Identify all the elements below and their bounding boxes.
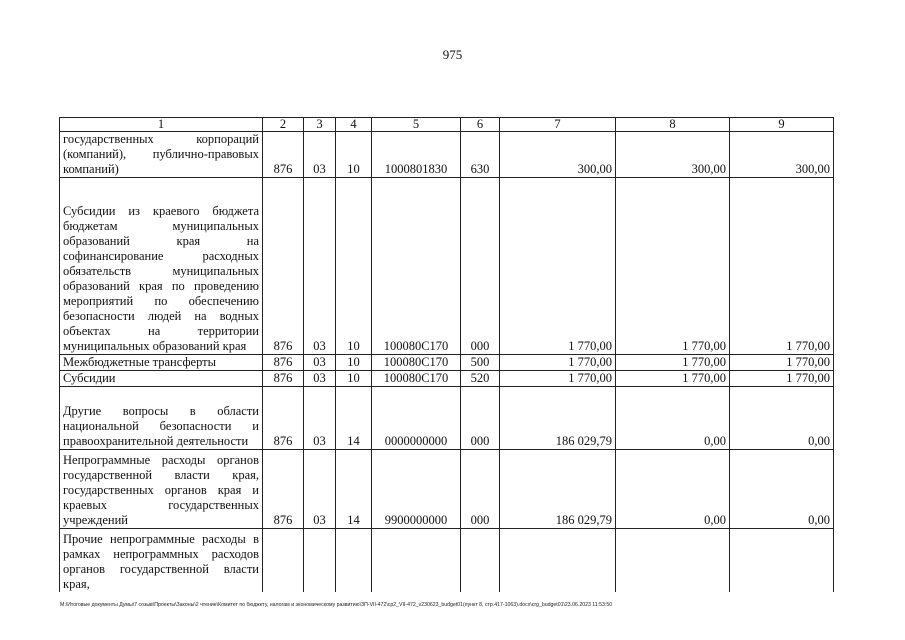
header-col-6: 6 — [461, 118, 500, 132]
cell-col-6: 500 — [461, 355, 500, 371]
budget-table — [59, 117, 834, 592]
cell-col-6: 630 — [461, 132, 500, 178]
cell-col-9: 1 770,00 — [730, 178, 834, 355]
cell-col-8: 0,00 — [616, 387, 730, 450]
cell-col-5: 100080С170 — [372, 355, 461, 371]
cell-col-5: 100080С170 — [372, 178, 461, 355]
cell-col-7 — [500, 529, 616, 592]
cell-col-2: 876 — [263, 371, 304, 387]
header-col-4: 4 — [336, 118, 372, 132]
header-col-1: 1 — [60, 118, 263, 132]
cell-col-8: 0,00 — [616, 450, 730, 529]
header-col-8: 8 — [616, 118, 730, 132]
row-name: Другие вопросы в области национальной безопасности и правоохранительной деятельности — [60, 387, 263, 450]
cell-col-4: 10 — [336, 371, 372, 387]
cell-col-5: 0000000000 — [372, 387, 461, 450]
cell-col-6: 000 — [461, 450, 500, 529]
cell-col-4: 10 — [336, 178, 372, 355]
cell-col-9: 1 770,00 — [730, 355, 834, 371]
cell-col-3: 03 — [304, 387, 336, 450]
table-row — [60, 387, 834, 450]
cell-col-6: 520 — [461, 371, 500, 387]
row-name: Непрограммные расходы органов государственной власти края, государственных органов края и краевых государственных учреждений — [60, 450, 263, 529]
cell-col-7: 186 029,79 — [500, 450, 616, 529]
row-name: государственных корпораций (компаний), публично-правовых компаний) — [60, 132, 263, 178]
row-name: Субсидии из краевого бюджета бюджетам муниципальных образований края на софинансирование расходных обязательств муниципальных образований края по проведению мероприятий по обеспечению безопасности людей на водных объектах на территории муниципальных образований края — [60, 178, 263, 355]
row-name: Прочие непрограммные расходы в рамках непрограммных расходов органов государственной власти края, — [60, 529, 263, 592]
cell-col-5: 9900000000 — [372, 450, 461, 529]
cell-col-4: 14 — [336, 450, 372, 529]
cell-col-4: 10 — [336, 355, 372, 371]
table-row — [60, 178, 834, 355]
cell-col-5 — [372, 529, 461, 592]
cell-col-9 — [730, 529, 834, 592]
cell-col-2: 876 — [263, 450, 304, 529]
header-col-5: 5 — [372, 118, 461, 132]
row-name: Субсидии — [60, 371, 263, 387]
cell-col-2: 876 — [263, 178, 304, 355]
cell-col-3: 03 — [304, 355, 336, 371]
header-col-3: 3 — [304, 118, 336, 132]
cell-col-4: 14 — [336, 387, 372, 450]
cell-col-8 — [616, 529, 730, 592]
cell-col-8: 1 770,00 — [616, 178, 730, 355]
cell-col-8: 1 770,00 — [616, 371, 730, 387]
row-name: Межбюджетные трансферты — [60, 355, 263, 371]
table-row — [60, 355, 834, 371]
page-number: 975 — [442, 47, 463, 62]
header-col-7: 7 — [500, 118, 616, 132]
cell-col-2: 876 — [263, 355, 304, 371]
cell-col-6: 000 — [461, 387, 500, 450]
table-header-row — [60, 118, 834, 132]
cell-col-3: 03 — [304, 178, 336, 355]
cell-col-3: 03 — [304, 132, 336, 178]
cell-col-7: 1 770,00 — [500, 178, 616, 355]
header-col-9: 9 — [730, 118, 834, 132]
cell-col-2 — [263, 529, 304, 592]
cell-col-3 — [304, 529, 336, 592]
cell-col-2: 876 — [263, 387, 304, 450]
cell-col-2: 876 — [263, 132, 304, 178]
cell-col-5: 1000801830 — [372, 132, 461, 178]
cell-col-8: 1 770,00 — [616, 355, 730, 371]
table-row — [60, 371, 834, 387]
cell-col-9: 0,00 — [730, 450, 834, 529]
cell-col-4 — [336, 529, 372, 592]
cell-col-6 — [461, 529, 500, 592]
cell-col-3: 03 — [304, 371, 336, 387]
cell-col-5: 100080С170 — [372, 371, 461, 387]
cell-col-9: 0,00 — [730, 387, 834, 450]
header-col-2: 2 — [263, 118, 304, 132]
cell-col-3: 03 — [304, 450, 336, 529]
table-row — [60, 450, 834, 529]
cell-col-7: 1 770,00 — [500, 371, 616, 387]
cell-col-4: 10 — [336, 132, 372, 178]
cell-col-9: 300,00 — [730, 132, 834, 178]
cell-col-7: 300,00 — [500, 132, 616, 178]
table-row — [60, 132, 834, 178]
cell-col-6: 000 — [461, 178, 500, 355]
footer-file-path: M:\Итоговые документы Думы\7 созыв\Проекты\Законы\2 чтение\Комитет по бюджету, налогам и экономическому развитию\ЗП-VII-472\сp2_VII-472_v230623_budget01(пункт 8, стр.417-1063).docx\crg_budget01\23.06.2023 11:53:50 — [60, 602, 613, 608]
cell-col-9: 1 770,00 — [730, 371, 834, 387]
table-row — [60, 529, 834, 592]
cell-col-7: 186 029,79 — [500, 387, 616, 450]
cell-col-7: 1 770,00 — [500, 355, 616, 371]
cell-col-8: 300,00 — [616, 132, 730, 178]
